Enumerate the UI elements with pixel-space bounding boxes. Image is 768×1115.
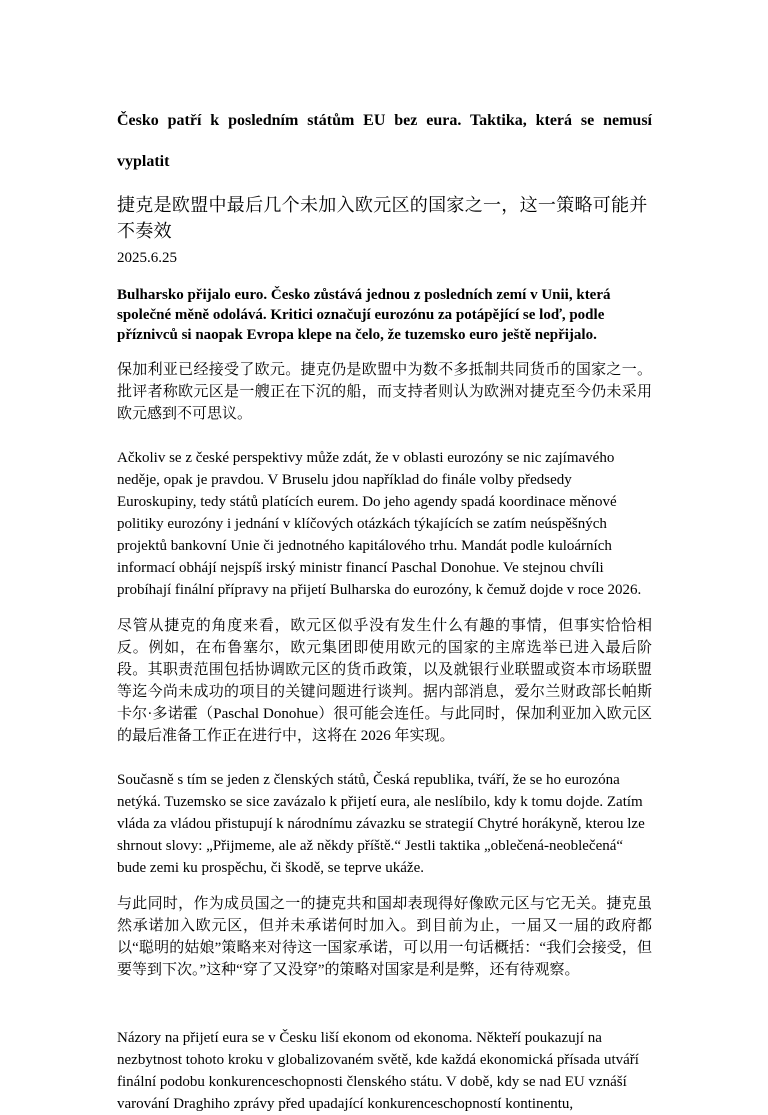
paragraph-3: Názory na přijetí eura se v Česku liší ekonom od ekonoma. Někteří poukazují na nezbytnost tohoto kroku v globalizovaném světě, kde každá ekonomická přísada utváří finální podobu konkurenceschopnosti členského státu. V době, kdy se nad EU vznáší varování Draghiho zprávy před upadající konkurenceschopností kontinentu, [117, 1030, 639, 1112]
article [117, 100, 652, 1115]
paragraph-1: Ačkoliv se z české perspektivy může zdát, že v oblasti eurozóny se nic zajímavého neděje, opak je pravdou. V Bruselu jdou například do finále volby předsedy Euroskupiny, tedy států platících eurem. Do jeho agendy spadá koordinace měnové politiky eurozóny i jednání v klíčových otázkách týkajících se zatím neúspěšných projektů bankovní Unie či jednotného kapitálového trhu. Mandát podle kuloárních informací obhájí nejspíš irský ministr financí Paschal Donohue. Ve stejnou chvíli probíhají finální přípravy na přijetí Bulharska do eurozóny, k čemuž dojde v roce 2026. [117, 450, 642, 598]
paragraph-2-translation: 与此同时，作为成员国之一的捷克共和国却表现得好像欧元区与它无关。捷克虽然承诺加入欧元区，但并未承诺何时加入。到目前为止，一届又一届的政府都以“聪明的姑娘”策略来对待这一国家承诺，可以用一句话概括：“我们会接受，但要等到下次。”这种“穿了又没穿”的策略对国家是利是弊，还有待观察。 [117, 896, 652, 978]
article-title-translation: 捷克是欧盟中最后几个未加入欧元区的国家之一，这一策略可能并不奏效 [117, 195, 648, 241]
article-title: Česko patří k posledním státům EU bez eura. Taktika, která se nemusí vyplatit [117, 112, 652, 170]
article-lead-translation: 保加利亚已经接受了欧元。捷克仍是欧盟中为数不多抵制共同货币的国家之一。批评者称欧元区是一艘正在下沉的船，而支持者则认为欧洲对捷克至今仍未采用欧元感到不可思议。 [117, 362, 652, 422]
article-date: 2025.6.25 [117, 250, 177, 266]
paragraph-1-translation: 尽管从捷克的角度来看，欧元区似乎没有发生什么有趣的事情，但事实恰恰相反。例如，在布鲁塞尔，欧元集团即使用欧元的国家的主席选举已进入最后阶段。其职责范围包括协调欧元区的货币政策，以及就银行业联盟或资本市场联盟等迄今尚未成功的项目的关键问题进行谈判。据内部消息，爱尔兰财政部长帕斯卡尔·多诺霍（Paschal Donohue）很可能会连任。与此同时，保加利亚加入欧元区的最后准备工作正在进行中，这将在 2026 年实现。 [117, 618, 652, 744]
paragraph-2: Současně s tím se jeden z členských států, Česká republika, tváří, že se ho eurozóna netýká. Tuzemsko se sice zavázalo k přijetí eura, ale neslíbilo, kdy k tomu dojde. Zatím vláda za vládou přistupují k národnímu závazku se strategií Chytré horákyně, kterou lze shrnout slovy: „Přijmeme, ale až někdy příště.“ Jestli taktika „oblečená-neoblečená“ bude zemi ku prospěchu, či škodě, se teprve ukáže. [117, 772, 645, 876]
article-lead: Bulharsko přijalo euro. Česko zůstává jednou z posledních zemí v Unii, která společné měně odolává. Kritici označují eurozónu za potápějící se loď, podle příznivců si naopak Evropa klepe na čelo, že tuzemsko euro ještě nepřijalo. [117, 287, 611, 343]
